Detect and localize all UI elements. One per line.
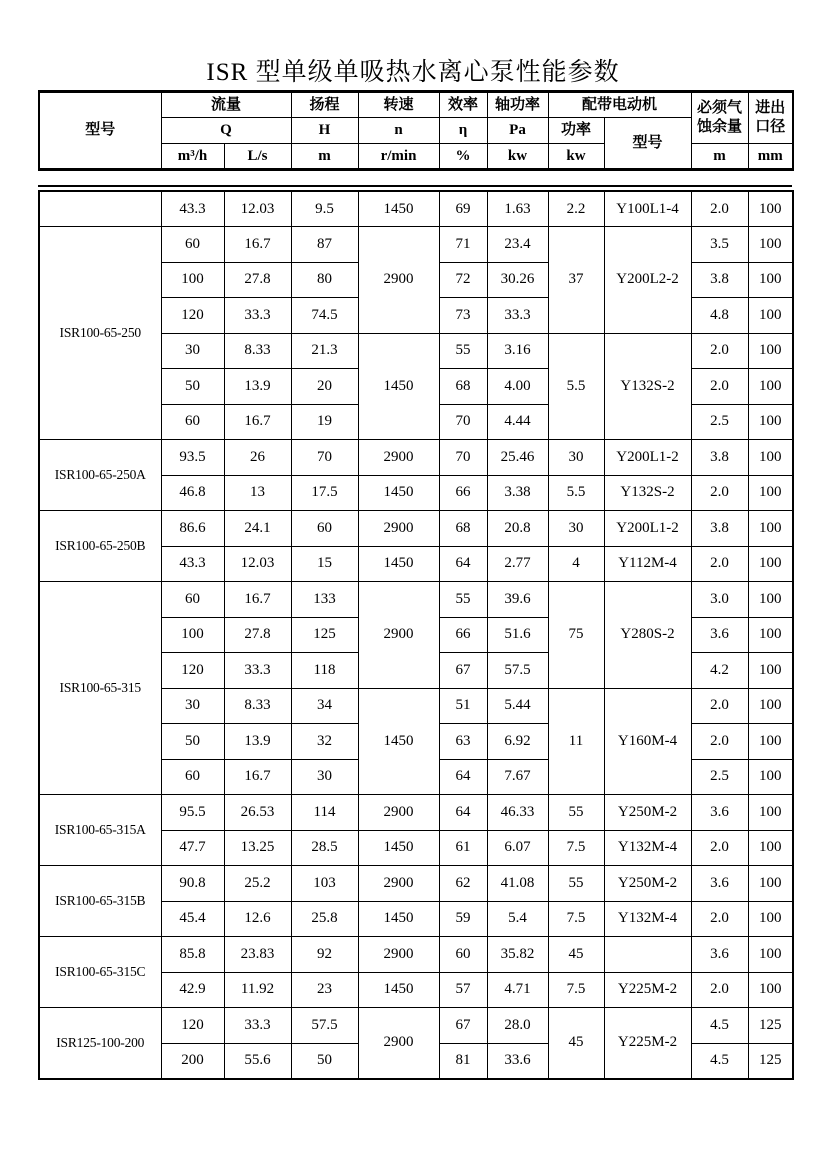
table-cell: 66 [439,475,487,511]
table-cell: 100 [748,759,793,795]
header-motor-power: 功率 [548,118,604,144]
table-cell: 1450 [358,901,439,937]
table-cell: 45 [548,1008,604,1079]
table-cell: 70 [291,440,358,476]
table-cell: 2.5 [691,404,748,440]
table-cell: 3.8 [691,440,748,476]
table-cell: 17.5 [291,475,358,511]
table-cell: Y100L1-4 [604,191,691,227]
table-cell: 55 [439,333,487,369]
table-cell: Y132M-4 [604,830,691,866]
table-cell: 67 [439,653,487,689]
table-cell: 57.5 [487,653,548,689]
body-table-rows [39,191,793,1079]
table-cell: 3.6 [691,617,748,653]
table-cell: 95.5 [161,795,224,831]
table-cell: 7.5 [548,972,604,1008]
table-cell: 63 [439,724,487,760]
table-cell: 30 [161,688,224,724]
table-cell: 16.7 [224,404,291,440]
table-cell: 5.5 [548,475,604,511]
table-cell: 4.00 [487,369,548,405]
table-cell: 100 [748,262,793,298]
table-cell: 2900 [358,582,439,689]
table-cell: 2900 [358,511,439,547]
table-cell: 47.7 [161,830,224,866]
table-cell: 25.8 [291,901,358,937]
table-cell: 32 [291,724,358,760]
table-cell: 100 [748,475,793,511]
table-cell: 100 [748,298,793,334]
table-cell: 21.3 [291,333,358,369]
table-cell: 100 [748,937,793,973]
table-cell: 50 [161,369,224,405]
table-cell: 3.8 [691,262,748,298]
table-cell: 33.3 [224,1008,291,1044]
table-cell: 2900 [358,866,439,902]
header-head: 扬程 [291,92,358,118]
table-cell: 100 [748,227,793,263]
table-cell: Y250M-2 [604,866,691,902]
table-cell: 64 [439,546,487,582]
header-npsh-line1: 必须气 [697,100,743,117]
table-cell: 103 [291,866,358,902]
table-cell: 4.8 [691,298,748,334]
table-cell: 100 [748,617,793,653]
table-cell: 20 [291,369,358,405]
table-cell: 55 [439,582,487,618]
table-cell: 16.7 [224,759,291,795]
table-cell: 120 [161,1008,224,1044]
table-cell: 64 [439,795,487,831]
table-cell: 13.25 [224,830,291,866]
table-cell: 33.3 [224,653,291,689]
table-cell: 1450 [358,972,439,1008]
table-cell: 5.4 [487,901,548,937]
header-npsh-line2: 蚀余量 [697,119,743,135]
table-cell: 81 [439,1043,487,1079]
table-cell: 26.53 [224,795,291,831]
table-cell: Y200L2-2 [604,227,691,334]
header-table [38,90,794,171]
table-cell: ISR100-65-315C [39,937,161,1008]
table-cell: 28.0 [487,1008,548,1044]
table-cell: 55.6 [224,1043,291,1079]
table-cell: 2.0 [691,546,748,582]
header-motor-group: 配带电动机 [548,92,691,118]
table-cell: 4 [548,546,604,582]
table-cell: ISR100-65-315A [39,795,161,866]
table-cell: Y112M-4 [604,546,691,582]
table-cell: 4.44 [487,404,548,440]
table-cell: 2.0 [691,972,748,1008]
table-cell: 2900 [358,1008,439,1079]
table-cell: 9.5 [291,191,358,227]
table-cell: 33.6 [487,1043,548,1079]
table-cell: 100 [748,653,793,689]
table-cell: Y225M-2 [604,972,691,1008]
table-row [39,191,793,227]
table-cell: ISR100-65-315 [39,582,161,795]
table-cell: 3.0 [691,582,748,618]
table-cell: Y200L1-2 [604,511,691,547]
table-cell [39,191,161,227]
table-cell: 57 [439,972,487,1008]
table-cell: 23.4 [487,227,548,263]
table-cell: 100 [748,688,793,724]
table-cell: 62 [439,866,487,902]
table-cell: 60 [161,404,224,440]
table-cell: ISR125-100-200 [39,1008,161,1079]
table-cell: 60 [161,582,224,618]
table-cell: 57.5 [291,1008,358,1044]
header-motor-model: 型号 [604,118,691,170]
table-cell: 13.9 [224,724,291,760]
header-efficiency: 效率 [439,92,487,118]
header-speed: 转速 [358,92,439,118]
table-cell: 3.6 [691,866,748,902]
table-cell: 11 [548,688,604,795]
table-cell: 125 [748,1043,793,1079]
table-cell: 24.1 [224,511,291,547]
table-cell: 41.08 [487,866,548,902]
table-cell: Y160M-4 [604,688,691,795]
table-cell: 2900 [358,795,439,831]
table-cell: 93.5 [161,440,224,476]
table-cell: 2.0 [691,830,748,866]
table-cell: 2.77 [487,546,548,582]
header-speed-unit: r/min [358,144,439,170]
table-cell: 67 [439,1008,487,1044]
table-cell: Y132S-2 [604,475,691,511]
table-cell: 27.8 [224,617,291,653]
table-cell: 100 [748,369,793,405]
table-cell: 39.6 [487,582,548,618]
header-inout-line2: 口径 [755,119,786,135]
header-shaft-power: 轴功率 [487,92,548,118]
table-cell: 2.0 [691,333,748,369]
body-table [38,190,794,1080]
table-cell: 4.5 [691,1043,748,1079]
table-cell: 12.03 [224,546,291,582]
table-cell: 45.4 [161,901,224,937]
table-cell: 50 [161,724,224,760]
table-cell: 51.6 [487,617,548,653]
table-cell: 6.92 [487,724,548,760]
table-cell: 75 [548,582,604,689]
table-cell: 60 [161,759,224,795]
table-cell: 72 [439,262,487,298]
table-cell: 64 [439,759,487,795]
table-cell: 60 [161,227,224,263]
table-cell: 100 [748,333,793,369]
table-row [39,866,793,902]
table-cell: 100 [748,724,793,760]
table-cell: 60 [291,511,358,547]
table-cell: 34 [291,688,358,724]
table-cell: 33.3 [224,298,291,334]
table-cell: 100 [748,546,793,582]
table-cell: 100 [748,972,793,1008]
table-cell: 70 [439,440,487,476]
header-inout-line1: 进出 [755,100,786,117]
header-efficiency-symbol: η [439,118,487,144]
table-cell: 2900 [358,937,439,973]
table-cell: 42.9 [161,972,224,1008]
table-cell: 37 [548,227,604,334]
table-cell: 4.2 [691,653,748,689]
table-cell: 69 [439,191,487,227]
table-cell: 100 [748,191,793,227]
table-cell: 2.2 [548,191,604,227]
header-speed-symbol: n [358,118,439,144]
table-cell: 3.16 [487,333,548,369]
table-cell: 71 [439,227,487,263]
table-cell: 30 [291,759,358,795]
table-cell: ISR100-65-315B [39,866,161,937]
table-cell: 2.0 [691,901,748,937]
table-cell: 28.5 [291,830,358,866]
table-cell: 13.9 [224,369,291,405]
table-cell: 25.2 [224,866,291,902]
table-cell: 13 [224,475,291,511]
table-cell: 35.82 [487,937,548,973]
table-cell: 20.8 [487,511,548,547]
table-cell: 3.6 [691,937,748,973]
table-cell: 8.33 [224,688,291,724]
table-cell: 74.5 [291,298,358,334]
table-cell: 100 [748,830,793,866]
table-cell: 11.92 [224,972,291,1008]
table-cell: 50 [291,1043,358,1079]
table-cell: 2.0 [691,475,748,511]
table-cell: 3.38 [487,475,548,511]
table-cell: 2.0 [691,688,748,724]
table-cell: 1450 [358,546,439,582]
table-cell: 46.33 [487,795,548,831]
header-motor-power-unit: kw [548,144,604,170]
table-cell: Y280S-2 [604,582,691,689]
table-row [39,227,793,263]
table-cell: 66 [439,617,487,653]
table-cell: 4.5 [691,1008,748,1044]
table-cell: 26 [224,440,291,476]
table-cell: 1450 [358,688,439,795]
body-table-wrap [38,185,792,1080]
table-cell: 7.5 [548,830,604,866]
table-cell: 80 [291,262,358,298]
table-cell: 16.7 [224,582,291,618]
table-cell: 2.0 [691,191,748,227]
table-cell: 3.5 [691,227,748,263]
header-inout [748,92,793,144]
table-cell: 68 [439,511,487,547]
table-cell: 100 [748,440,793,476]
table-row [39,795,793,831]
table-cell: 120 [161,298,224,334]
table-cell: 87 [291,227,358,263]
header-head-symbol: H [291,118,358,144]
table-cell: Y200L1-2 [604,440,691,476]
table-cell: 133 [291,582,358,618]
table-cell [604,937,691,973]
table-cell: 46.8 [161,475,224,511]
table-cell: 200 [161,1043,224,1079]
table-cell: 100 [748,795,793,831]
table-cell: 30.26 [487,262,548,298]
table-cell: 92 [291,937,358,973]
table-cell: 15 [291,546,358,582]
table-cell: 23.83 [224,937,291,973]
header-efficiency-unit: % [439,144,487,170]
table-cell: 12.03 [224,191,291,227]
header-flow-unit-m3h: m³/h [161,144,224,170]
table-cell: 33.3 [487,298,548,334]
table-cell: ISR100-65-250A [39,440,161,511]
header-flow: 流量 [161,92,291,118]
table-cell: 118 [291,653,358,689]
table-cell: 5.5 [548,333,604,440]
header-row-1 [39,92,793,118]
table-cell: 1.63 [487,191,548,227]
table-cell: Y132M-4 [604,901,691,937]
table-cell: 1450 [358,333,439,440]
table-cell: 100 [748,901,793,937]
table-cell: 30 [161,333,224,369]
table-cell: 30 [548,511,604,547]
table-cell: 43.3 [161,546,224,582]
header-npsh-unit: m [691,144,748,170]
table-cell: 7.5 [548,901,604,937]
table-cell: Y250M-2 [604,795,691,831]
header-shaft-power-unit: kw [487,144,548,170]
table-cell: 2900 [358,227,439,334]
header-flow-unit-ls: L/s [224,144,291,170]
table-cell: 55 [548,795,604,831]
table-cell: 19 [291,404,358,440]
table-cell: ISR100-65-250 [39,227,161,440]
table-cell: 3.8 [691,511,748,547]
table-row [39,511,793,547]
table-cell: 23 [291,972,358,1008]
table-cell: 100 [748,582,793,618]
header-flow-symbol: Q [161,118,291,144]
page-title: ISR 型单级单吸热水离心泵性能参数 [206,59,620,86]
table-row [39,440,793,476]
table-cell: 2.0 [691,369,748,405]
table-cell: 114 [291,795,358,831]
table-cell: 90.8 [161,866,224,902]
table-cell: 100 [748,404,793,440]
table-cell: 3.6 [691,795,748,831]
table-cell: 73 [439,298,487,334]
table-cell: 45 [548,937,604,973]
table-cell: 51 [439,688,487,724]
table-cell: 100 [748,511,793,547]
table-cell: 120 [161,653,224,689]
table-cell: 43.3 [161,191,224,227]
table-cell: 2.5 [691,759,748,795]
table-cell: 60 [439,937,487,973]
table-cell: 100 [748,866,793,902]
table-cell: 27.8 [224,262,291,298]
table-row [39,1008,793,1044]
header-npsh [691,92,748,144]
table-cell: Y225M-2 [604,1008,691,1079]
table-cell: 4.71 [487,972,548,1008]
table-cell: 125 [291,617,358,653]
table-cell: 86.6 [161,511,224,547]
table-cell: 70 [439,404,487,440]
table-cell: 55 [548,866,604,902]
table-cell: 1450 [358,475,439,511]
table-cell: 5.44 [487,688,548,724]
table-cell: 12.6 [224,901,291,937]
table-cell: 8.33 [224,333,291,369]
table-cell: 2.0 [691,724,748,760]
table-cell: 1450 [358,191,439,227]
header-inout-unit: mm [748,144,793,170]
header-head-unit: m [291,144,358,170]
table-cell: 100 [161,262,224,298]
table-cell: 68 [439,369,487,405]
table-cell: ISR100-65-250B [39,511,161,582]
table-row [39,582,793,618]
table-cell: 85.8 [161,937,224,973]
table-cell: 1450 [358,830,439,866]
table-cell: 16.7 [224,227,291,263]
table-cell: 100 [161,617,224,653]
table-cell: 30 [548,440,604,476]
table-cell: 7.67 [487,759,548,795]
table-cell: 2900 [358,440,439,476]
table-cell: 25.46 [487,440,548,476]
table-cell: 61 [439,830,487,866]
header-shaft-power-symbol: Pa [487,118,548,144]
header-model: 型号 [39,92,161,170]
table-cell: 125 [748,1008,793,1044]
table-cell: 6.07 [487,830,548,866]
table-cell: Y132S-2 [604,333,691,440]
table-row [39,937,793,973]
table-cell: 59 [439,901,487,937]
